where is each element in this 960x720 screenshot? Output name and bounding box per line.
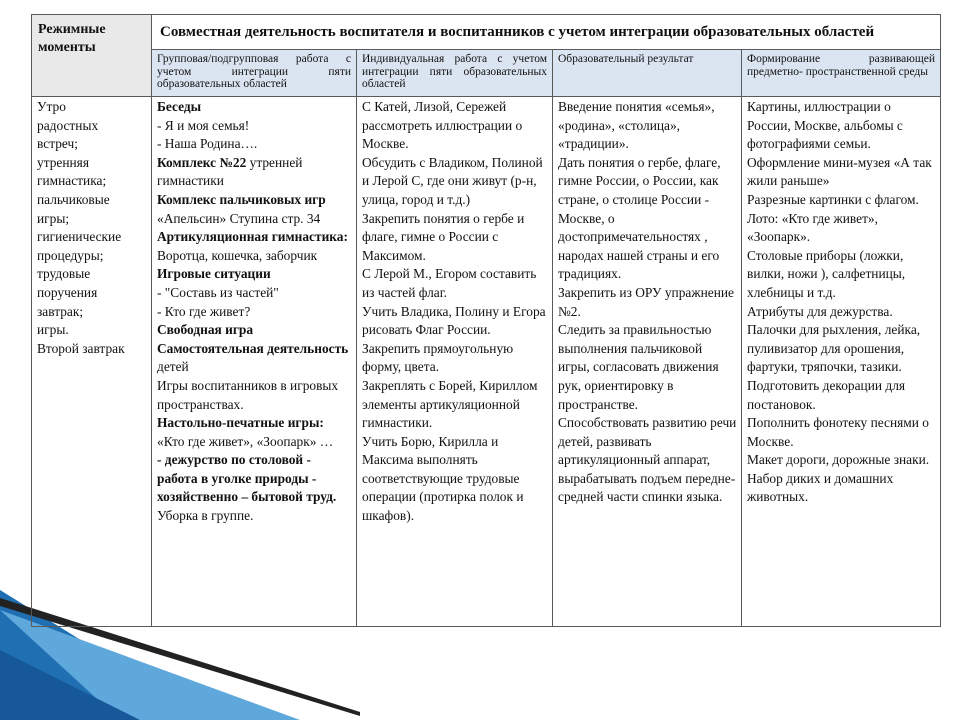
individual-line: С Лерой М., Егором составить из частей флаг. bbox=[362, 266, 537, 300]
group-heading-free-play: Свободная игра bbox=[157, 322, 254, 338]
regime-line: гигиенические bbox=[37, 229, 122, 245]
result-line: Следить за правильностью выполнения пальчиковой игры, согласовать движения рук, ориентировку в пространстве. bbox=[558, 322, 719, 412]
regime-line: встреч; bbox=[37, 136, 78, 152]
subheader-group-work: Групповая/подгрупповая работа с учетом интеграции пяти образовательных областей bbox=[152, 50, 357, 97]
individual-line: Закреплять с Борей, Кириллом элементы артикуляционной гимнастики. bbox=[362, 377, 538, 431]
regime-line: гимнастика; bbox=[37, 173, 107, 189]
regime-line: поручения bbox=[37, 284, 98, 300]
environment-line: Макет дороги, дорожные знаки. bbox=[747, 452, 930, 468]
group-bold: Настольно-печатные игры: bbox=[157, 415, 324, 431]
individual-line: С Катей, Лизой, Сережей рассмотреть иллюстрации о Москве. bbox=[362, 99, 523, 152]
environment-line: Пополнить фонотеку песнями о Москве. bbox=[747, 415, 929, 449]
group-line: Артикуляционная гимнастика: Воротца, кошечка, заборчик bbox=[157, 229, 348, 263]
group-line: Самостоятельная деятельность детей bbox=[157, 340, 349, 375]
individual-line: Закрепить понятия о гербе и флаге, гимне о России с Максимом. bbox=[362, 210, 525, 263]
environment-line: Столовые приборы (ложки, вилки, ножи ), салфетницы, хлебницы и т.д. bbox=[747, 247, 906, 300]
regime-line: игры. bbox=[37, 322, 69, 338]
group-bold: Самостоятельная деятельность bbox=[157, 340, 349, 356]
subheader-individual-work: Индивидуальная работа с учетом интеграции пяти образовательных областей bbox=[357, 50, 553, 97]
regime-line: утренняя bbox=[37, 154, 89, 170]
regime-line: Утро bbox=[37, 99, 66, 114]
environment-line: Набор диких и домашних животных. bbox=[747, 470, 894, 505]
environment-line: Подготовить декорации для постановок. bbox=[747, 377, 906, 412]
group-line: Игры воспитанников в игровых пространствах. bbox=[157, 377, 339, 412]
individual-line: Учить Борю, Кирилла и Максима выполнять соответствующие трудовые операции (протирка полок и шкафов). bbox=[362, 433, 524, 524]
group-line: - Кто где живет? bbox=[157, 303, 251, 319]
individual-line: Учить Владика, Полину и Егора рисовать Флаг России. Закрепить прямоугольную форму, цвета. bbox=[362, 303, 546, 375]
cell-educational-result bbox=[553, 97, 742, 627]
header-regime: Режимные моменты bbox=[32, 15, 152, 97]
group-bold: Артикуляционная гимнастика: bbox=[157, 229, 348, 245]
regime-line: радостных bbox=[37, 117, 99, 133]
group-bold: - дежурство по столовой - работа в уголке природы - хозяйственно – бытовой труд. bbox=[157, 452, 337, 505]
cell-environment bbox=[742, 97, 941, 627]
group-heading-talks: Беседы bbox=[157, 99, 202, 114]
group-line: - дежурство по столовой - работа в уголке природы - хозяйственно – бытовой труд. Уборка в группе. bbox=[157, 452, 337, 524]
group-line: - Наша Родина…. bbox=[157, 136, 258, 152]
header-main-title: Совместная деятельность воспитателя и воспитанников с учетом интеграции образовательных областей bbox=[152, 15, 941, 50]
cell-group-work bbox=[152, 97, 357, 627]
regime-line: трудовые bbox=[37, 266, 91, 282]
subheader-environment: Формирование развивающей предметно- пространственной среды bbox=[742, 50, 941, 97]
regime-line: пальчиковые bbox=[37, 191, 110, 207]
group-line: Комплекс пальчиковых игр «Апельсин» Ступина стр. 34 bbox=[157, 191, 326, 226]
environment-line: Атрибуты для дежурства. Палочки для рыхления, лейка, пуливизатор для орошения, фартуки, тряпочки, тазики. bbox=[747, 303, 921, 375]
cell-regime bbox=[32, 97, 152, 627]
result-line: Способствовать развитию речи детей, развивать артикуляционный аппарат, вырабатывать подъем передне-средней части спинки языка. bbox=[558, 415, 737, 505]
regime-line: игры; bbox=[37, 210, 70, 226]
individual-line: Обсудить с Владиком, Полиной и Лерой С, где они живут (р-н, улица, город и т.д.) bbox=[362, 154, 543, 207]
group-line: Комплекс №22 утренней гимнастики bbox=[157, 154, 303, 189]
subheader-educational-result: Образовательный результат bbox=[553, 50, 742, 97]
group-heading-situations: Игровые ситуации bbox=[157, 266, 271, 282]
group-line: Настольно-печатные игры: «Кто где живет», «Зоопарк» … bbox=[157, 415, 334, 449]
result-line: Закрепить из ОРУ упражнение №2. bbox=[558, 284, 734, 319]
group-line: - "Составь из частей" bbox=[157, 284, 279, 300]
environment-line: Лото: «Кто где живет», «Зоопарк». bbox=[747, 210, 878, 245]
result-line: Дать понятия о гербе, флаге, гимне России, о России, как стране, о столице России - Москве, о достопримечательностях , народах нашей страны и его традициях. bbox=[558, 154, 721, 282]
regime-line: Второй завтрак bbox=[37, 340, 125, 356]
regime-line: процедуры; bbox=[37, 247, 104, 263]
environment-line: Разрезные картинки с флагом. bbox=[747, 191, 919, 207]
group-bold: Комплекс пальчиковых игр bbox=[157, 191, 326, 207]
group-bold: Комплекс №22 bbox=[157, 154, 247, 170]
environment-line: Картины, иллюстрации о России, Москве, альбомы с фотографиями семьи. bbox=[747, 99, 903, 152]
daily-plan-table bbox=[31, 14, 941, 627]
result-line: Введение понятия «семья», «родина», «столица», «традиции». bbox=[558, 99, 715, 152]
cell-individual-work bbox=[357, 97, 553, 627]
environment-line: Оформление мини-музея «А так жили раньше» bbox=[747, 154, 932, 189]
regime-line: завтрак; bbox=[37, 303, 84, 319]
group-line: - Я и моя семья! bbox=[157, 117, 250, 133]
